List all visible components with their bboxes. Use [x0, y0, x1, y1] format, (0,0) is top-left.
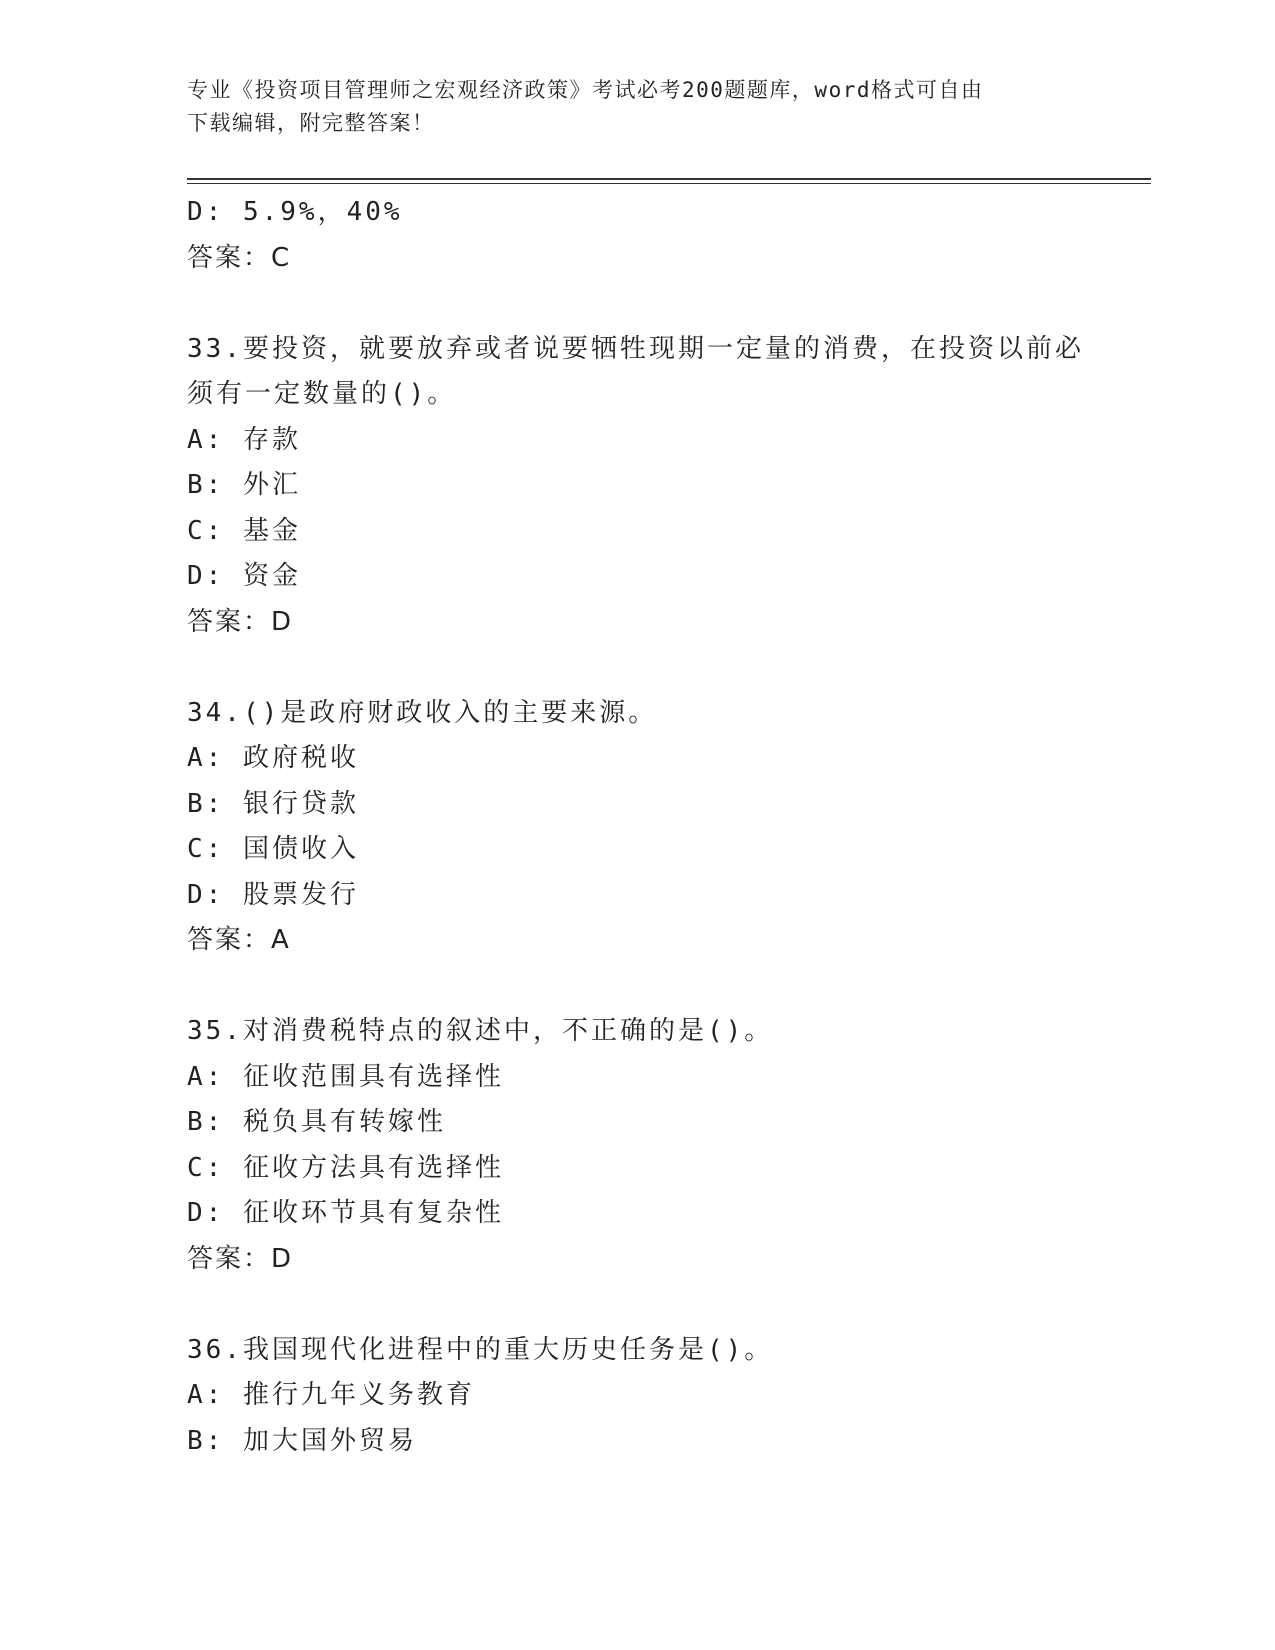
option-b: B: 税负具有转嫁性	[187, 1107, 446, 1137]
answer-line: 答案：C	[187, 242, 292, 273]
option-a: A: 存款	[187, 424, 301, 455]
question-36	[187, 1328, 1087, 1465]
question-stem: 36.我国现代化进程中的重大历史任务是()。	[187, 1334, 774, 1365]
option-d: D: 资金	[187, 561, 301, 591]
question-stem: 34.()是政府财政收入的主要来源。	[187, 697, 658, 728]
header-line-1: 专业《投资项目管理师之宏观经济政策》考试必考200题题库，word格式可自由	[187, 78, 984, 102]
previous-question-tail	[187, 190, 1087, 281]
question-stem-continued: 须有一定数量的()。	[187, 379, 457, 409]
question-34	[187, 691, 1087, 964]
option-a: A: 政府税收	[187, 743, 359, 773]
header-divider-thin	[187, 183, 1151, 184]
option-d: D: 股票发行	[187, 879, 359, 910]
question-content	[187, 190, 1087, 1464]
option-c: C: 征收方法具有选择性	[187, 1152, 504, 1183]
option-a: A: 征收范围具有选择性	[187, 1061, 504, 1092]
question-33	[187, 327, 1087, 646]
option-d: D: 征收环节具有复杂性	[187, 1198, 504, 1228]
header-line-2: 下载编辑，附完整答案！	[187, 111, 435, 135]
option-d: D: 5.9%，40%	[187, 197, 403, 227]
spacer	[187, 964, 1087, 1010]
question-stem: 35.对消费税特点的叙述中，不正确的是()。	[187, 1016, 774, 1046]
option-a: A: 推行九年义务教育	[187, 1380, 475, 1410]
option-c: C: 基金	[187, 515, 301, 546]
header-divider-thick	[187, 178, 1151, 180]
option-b: B: 外汇	[187, 470, 301, 500]
answer-line: 答案：A	[187, 925, 291, 955]
answer-line: 答案：D	[187, 606, 294, 637]
question-35	[187, 1009, 1087, 1282]
spacer	[187, 1282, 1087, 1328]
spacer	[187, 281, 1087, 327]
answer-line: 答案：D	[187, 1243, 294, 1274]
option-b: B: 银行贷款	[187, 788, 359, 819]
spacer	[187, 645, 1087, 691]
document-header	[187, 74, 1067, 140]
question-stem: 33.要投资，就要放弃或者说要牺牲现期一定量的消费，在投资以前必	[187, 333, 1084, 364]
option-b: B: 加大国外贸易	[187, 1425, 417, 1456]
option-c: C: 国债收入	[187, 834, 359, 864]
